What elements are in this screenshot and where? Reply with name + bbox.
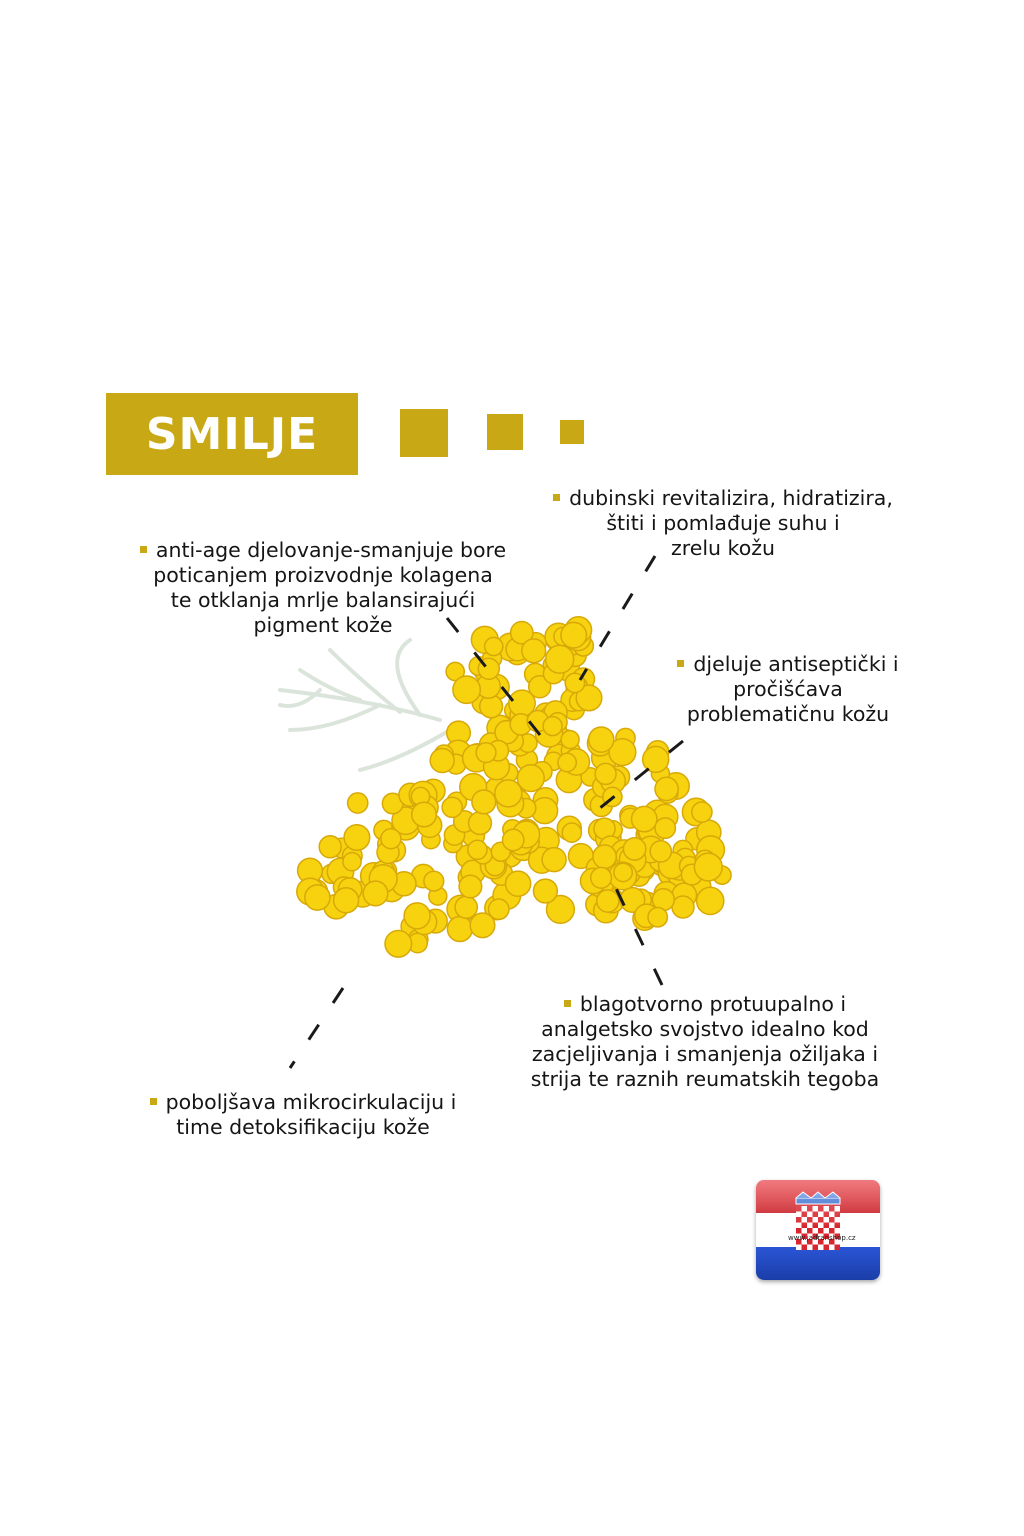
- benefit-4: [500, 992, 910, 1092]
- benefit-text: djeluje antiseptički i pročišćava problematičnu kožu: [686, 652, 899, 726]
- connector-line-1: [580, 556, 655, 680]
- connector-line-4: [612, 880, 662, 985]
- connector-line-3: [600, 741, 683, 808]
- bullet-icon: [140, 546, 147, 553]
- benefit-2: [108, 538, 538, 638]
- benefit-text: poboljšava mikrocirkulaciju i time detoksifikaciju kože: [165, 1090, 457, 1139]
- benefit-text: dubinski revitalizira, hidratizira, štiti i pomlađuje suhu i zrelu kožu: [569, 486, 893, 560]
- bullet-icon: [553, 494, 560, 501]
- benefit-5: [118, 1090, 488, 1140]
- flag-watermark: www.jadranshop.cz: [788, 1234, 856, 1242]
- benefit-text: blagotvorno protuupalno i analgetsko svojstvo idealno kod zacjeljivanja i smanjenja ožiljaka i strija te raznih reumatskih tegoba: [530, 992, 880, 1091]
- benefit-1: [528, 486, 918, 561]
- bullet-icon: [677, 660, 684, 667]
- benefit-text: anti-age djelovanje-smanjuje bore poticanjem proizvodnje kolagena te otklanja mrlje balansirajući pigment kože: [153, 538, 507, 637]
- page-title: SMILJE: [145, 408, 319, 460]
- connector-line-5: [290, 988, 343, 1068]
- benefit-3: [648, 652, 928, 727]
- bullet-icon: [564, 1000, 571, 1007]
- bullet-icon: [150, 1098, 157, 1105]
- croatia-flag-icon: [756, 1180, 880, 1280]
